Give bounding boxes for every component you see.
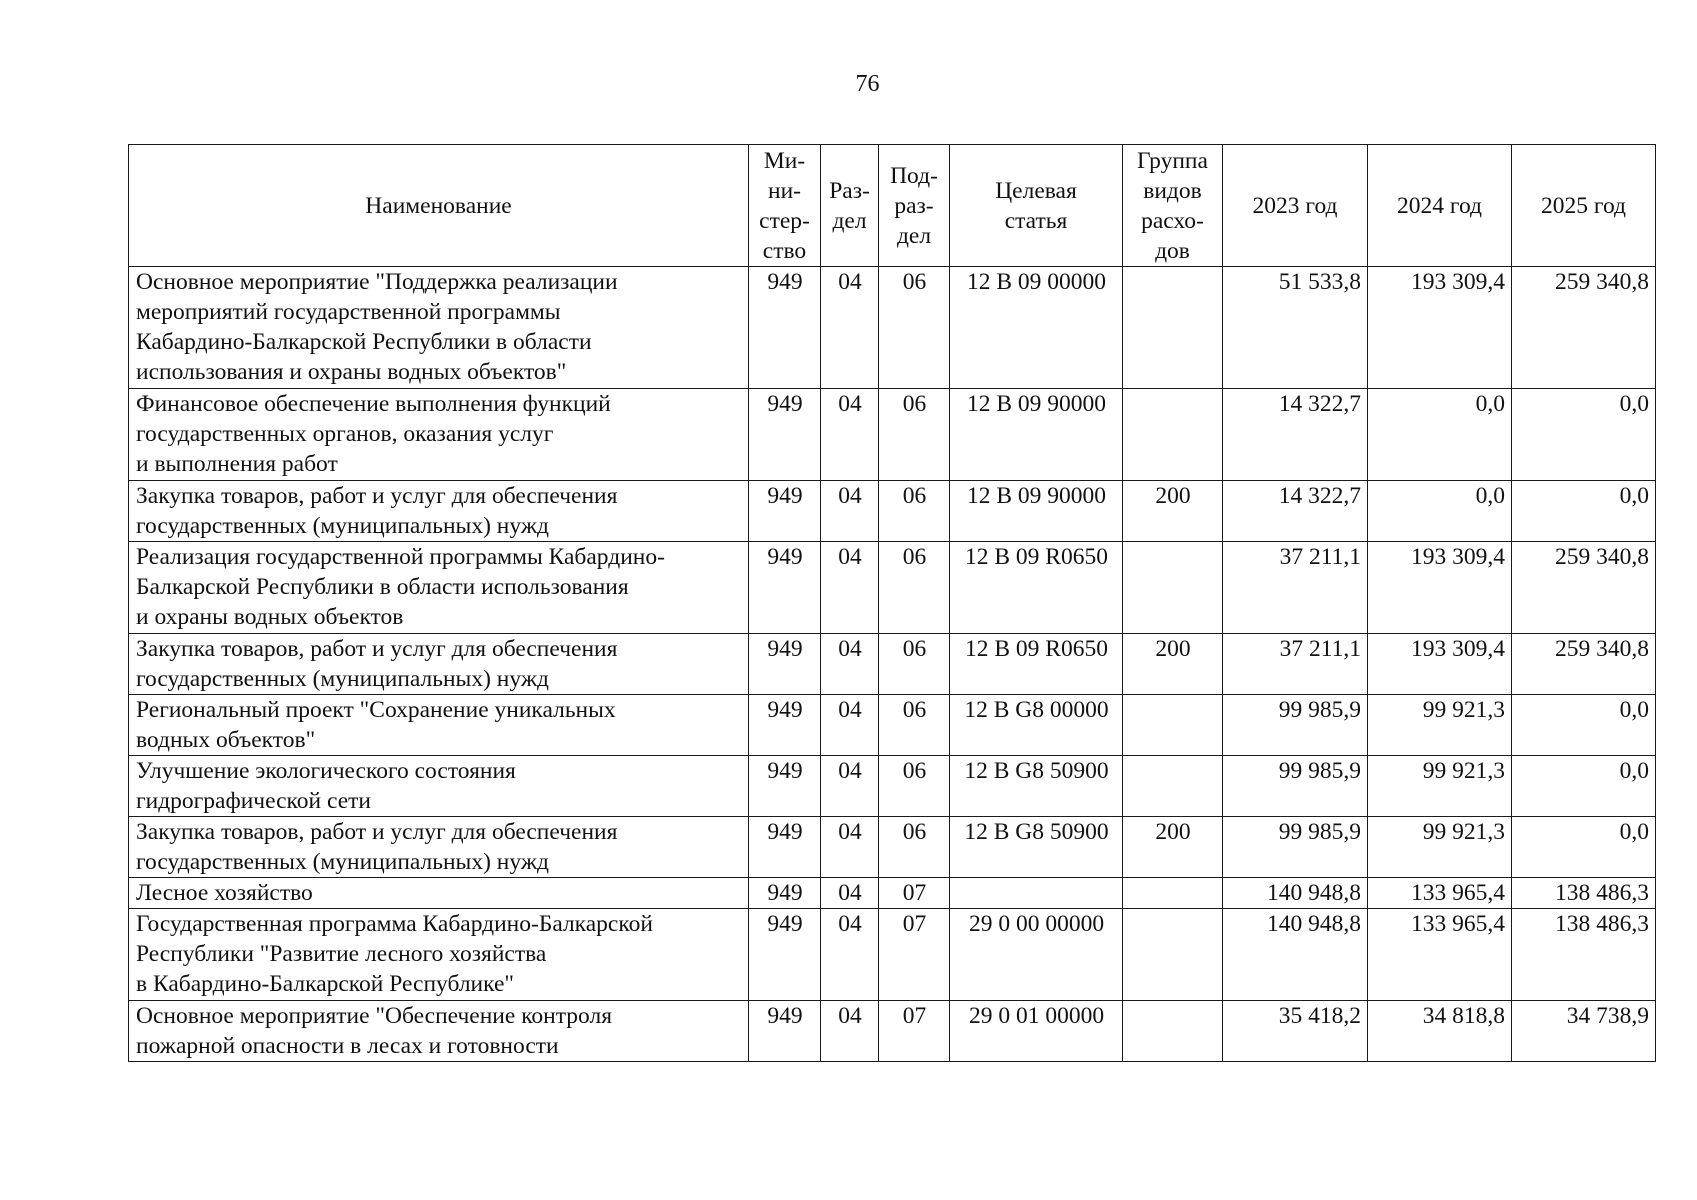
row-2023: 14 322,7: [1223, 389, 1368, 481]
row-target: 12 В 09 90000: [950, 389, 1123, 481]
row-group: [1123, 695, 1223, 756]
table-row: [129, 817, 1656, 878]
table-row: [129, 481, 1656, 542]
row-section: 04: [821, 542, 879, 634]
row-target: 12 В 09 00000: [950, 267, 1123, 389]
row-group: [1123, 542, 1223, 634]
row-ministry: 949: [749, 695, 821, 756]
row-2024: 99 921,3: [1368, 695, 1512, 756]
row-2024: 133 965,4: [1368, 878, 1512, 909]
row-ministry: 949: [749, 878, 821, 909]
row-name: Государственная программа Кабардино-Балкарской Республики "Развитие лесного хозяйства в Кабардино-Балкарской Республике": [129, 909, 749, 1001]
row-ministry: 949: [749, 542, 821, 634]
row-group: [1123, 389, 1223, 481]
row-name: Закупка товаров, работ и услуг для обеспечения государственных (муниципальных) нужд: [129, 817, 749, 878]
row-name: Основное мероприятие "Поддержка реализации мероприятий государственной программы Кабардино-Балкарской Республики в области использования и охраны водных объектов": [129, 267, 749, 389]
row-ministry: 949: [749, 817, 821, 878]
row-2025: 0,0: [1512, 481, 1656, 542]
header-section: Раз- дел: [821, 145, 879, 267]
row-2025: 0,0: [1512, 389, 1656, 481]
row-section: 04: [821, 878, 879, 909]
row-name: Финансовое обеспечение выполнения функций государственных органов, оказания услуг и выполнения работ: [129, 389, 749, 481]
row-target: 12 В 09 R0650: [950, 634, 1123, 695]
row-2024: 133 965,4: [1368, 909, 1512, 1001]
row-ministry: 949: [749, 756, 821, 817]
row-target: 29 0 01 00000: [950, 1001, 1123, 1062]
row-section: 04: [821, 634, 879, 695]
budget-table: [128, 144, 1656, 1062]
row-2023: 35 418,2: [1223, 1001, 1368, 1062]
table-row: [129, 542, 1656, 634]
row-group: 200: [1123, 634, 1223, 695]
row-2025: 0,0: [1512, 756, 1656, 817]
header-2023: 2023 год: [1223, 145, 1368, 267]
row-name: Основное мероприятие "Обеспечение контроля пожарной опасности в лесах и готовности: [129, 1001, 749, 1062]
row-section: 04: [821, 481, 879, 542]
row-2025: 259 340,8: [1512, 634, 1656, 695]
table-row: [129, 1001, 1656, 1062]
header-name: Наименование: [129, 145, 749, 267]
row-section: 04: [821, 909, 879, 1001]
row-group: [1123, 878, 1223, 909]
table-row: [129, 878, 1656, 909]
header-expense-group: Группа видов расхо- дов: [1123, 145, 1223, 267]
row-2025: 259 340,8: [1512, 542, 1656, 634]
row-subsection: 06: [879, 542, 950, 634]
row-2025: 0,0: [1512, 695, 1656, 756]
row-2024: 34 818,8: [1368, 1001, 1512, 1062]
row-section: 04: [821, 1001, 879, 1062]
table-row: [129, 909, 1656, 1001]
row-ministry: 949: [749, 389, 821, 481]
row-group: [1123, 756, 1223, 817]
row-target: 12 В G8 50900: [950, 756, 1123, 817]
row-target: 12 В G8 50900: [950, 817, 1123, 878]
table-row: [129, 634, 1656, 695]
row-2023: 14 322,7: [1223, 481, 1368, 542]
row-section: 04: [821, 756, 879, 817]
header-2024: 2024 год: [1368, 145, 1512, 267]
header-row: [129, 145, 1656, 267]
row-subsection: 06: [879, 695, 950, 756]
row-target: 29 0 00 00000: [950, 909, 1123, 1001]
row-2023: 99 985,9: [1223, 756, 1368, 817]
row-2024: 0,0: [1368, 481, 1512, 542]
row-name: Региональный проект "Сохранение уникальных водных объектов": [129, 695, 749, 756]
row-group: 200: [1123, 817, 1223, 878]
row-2024: 0,0: [1368, 389, 1512, 481]
row-section: 04: [821, 267, 879, 389]
row-subsection: 07: [879, 1001, 950, 1062]
row-subsection: 06: [879, 389, 950, 481]
row-subsection: 07: [879, 909, 950, 1001]
row-2023: 99 985,9: [1223, 817, 1368, 878]
row-name: Закупка товаров, работ и услуг для обеспечения государственных (муниципальных) нужд: [129, 634, 749, 695]
row-section: 04: [821, 817, 879, 878]
row-2025: 0,0: [1512, 817, 1656, 878]
row-2024: 193 309,4: [1368, 634, 1512, 695]
row-2025: 138 486,3: [1512, 909, 1656, 1001]
row-ministry: 949: [749, 267, 821, 389]
row-name: Улучшение экологического состояния гидрографической сети: [129, 756, 749, 817]
row-target: 12 В 09 R0650: [950, 542, 1123, 634]
row-2023: 99 985,9: [1223, 695, 1368, 756]
header-target-article: Целевая статья: [950, 145, 1123, 267]
row-subsection: 07: [879, 878, 950, 909]
row-2023: 140 948,8: [1223, 909, 1368, 1001]
row-2025: 259 340,8: [1512, 267, 1656, 389]
header-subsection: Под- раз- дел: [879, 145, 950, 267]
table-row: [129, 389, 1656, 481]
row-2024: 193 309,4: [1368, 267, 1512, 389]
row-section: 04: [821, 389, 879, 481]
table-row: [129, 756, 1656, 817]
table-row: [129, 695, 1656, 756]
row-subsection: 06: [879, 634, 950, 695]
row-2023: 37 211,1: [1223, 634, 1368, 695]
row-section: 04: [821, 695, 879, 756]
header-2025: 2025 год: [1512, 145, 1656, 267]
row-target: [950, 878, 1123, 909]
row-2023: 37 211,1: [1223, 542, 1368, 634]
row-2024: 193 309,4: [1368, 542, 1512, 634]
row-group: [1123, 267, 1223, 389]
row-2025: 34 738,9: [1512, 1001, 1656, 1062]
row-name: Закупка товаров, работ и услуг для обеспечения государственных (муниципальных) нужд: [129, 481, 749, 542]
page-number: 76: [855, 71, 880, 97]
row-group: 200: [1123, 481, 1223, 542]
row-ministry: 949: [749, 634, 821, 695]
row-ministry: 949: [749, 1001, 821, 1062]
row-2023: 140 948,8: [1223, 878, 1368, 909]
row-name: Лесное хозяйство: [129, 878, 749, 909]
row-target: 12 В 09 90000: [950, 481, 1123, 542]
row-2025: 138 486,3: [1512, 878, 1656, 909]
row-2024: 99 921,3: [1368, 756, 1512, 817]
row-2023: 51 533,8: [1223, 267, 1368, 389]
row-2024: 99 921,3: [1368, 817, 1512, 878]
header-ministry: Ми- ни- стер- ство: [749, 145, 821, 267]
row-group: [1123, 1001, 1223, 1062]
table-row: [129, 267, 1656, 389]
row-subsection: 06: [879, 481, 950, 542]
row-ministry: 949: [749, 481, 821, 542]
row-target: 12 В G8 00000: [950, 695, 1123, 756]
row-subsection: 06: [879, 267, 950, 389]
row-ministry: 949: [749, 909, 821, 1001]
row-subsection: 06: [879, 817, 950, 878]
row-subsection: 06: [879, 756, 950, 817]
row-name: Реализация государственной программы Кабардино- Балкарской Республики в области использования и охраны водных объектов: [129, 542, 749, 634]
row-group: [1123, 909, 1223, 1001]
